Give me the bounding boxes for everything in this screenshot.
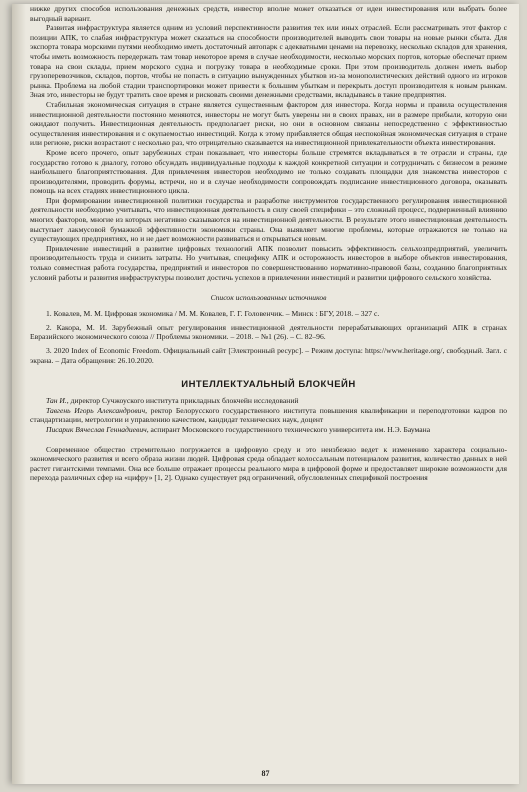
reference-item: 2. Какора, М. И. Зарубежный опыт регулирования инвестиционной деятельности перерабатывающих организаций АПК в странах Евразийского экономического союза // Проблемы экономики. – 2018. – №1 (26). – С. 82–96.: [30, 322, 507, 342]
page-number: 87: [261, 769, 270, 778]
paragraph: Стабильная экономическая ситуация в стране является существенным фактором для инвестора. Когда нормы и правила осуществления инвестиционной деятельности постоянно меняются, инвесторы не могут быть уверены ни в своих правах, ни в размере прибыли, которую они ожидают получить. Инвестиционная деятельность предполагает риски, но они в основном связаны непосредственно с эффективностью осуществления инвестирования и с окупаемостью инвестиций. Когда к этому прибавляется общая неспокойная экономическая ситуация в стране или регионе, риски возрастают с несколько раз, что отрицательно сказывается на инвестиционной привлекательности объекта инвестирования.: [30, 99, 507, 148]
paragraph: При формировании инвестиционной политики государства и разработке инструментов государственного регулирования инвестиционной деятельности необходимо учитывать, что инвестиционная деятельность в силу своей специфики – это сложный процесс, подверженный влиянию многих факторов, многие из которых негативно сказываются на инвестиционной деятельности. В результате этого инвестиционная деятельность выступает лакмусовой бумажкой эффективности экономики страны. Она выявляет многие проблемы, которые отражаются не только на существующих предприятиях, но и не дает возможности развиваться и открываться новым.: [30, 195, 507, 244]
author-name: Тавгень Игорь Александрович: [46, 405, 146, 415]
article-title: ИНТЕЛЛЕКТУАЛЬНЫЙ БЛОКЧЕЙН: [181, 379, 356, 391]
paragraph: Развитая инфраструктура является одним из условий перспективности развития тех или иных отраслей. Если рассматривать этот фактор с позиции АПК, то слабая инфраструктура может сказаться на способности производителей выводить свои товары на новые рынки сбыта. Для экспорта товара морскими путями необходимо иметь достаточный автопарк с адекватными ценами на перевозку, несколько складов для хранения, чтобы иметь возможность передержать там товар некоторое время в случае необходимости, несколько морских портов, которые обеспечат прием товара на свои склады, прием морского судна и погрузку товара в необходимые сроки. При этом производитель должен иметь выбор грузоперевозчиков, складов, портов, чтобы не попасть в ситуацию вынужденных убытков из-за монополистических действий одного из игроков рынка. Проблема на любой стадии транспортировки может привести к большим убыткам и перекрыть доступ производителя к новым рынкам. Зная это, инвесторы не будут тратить свое время и рисковать своими денежными средствами, вкладываясь в такие предприятия.: [30, 23, 507, 100]
author-role: , аспирант Московского государственного технического университета им. Н.Э. Баумана: [146, 424, 431, 434]
author-name: Тан И.: [46, 396, 67, 406]
sources-heading: Список использованных источников: [210, 293, 327, 303]
author-list: [30, 396, 507, 434]
author-entry: [30, 396, 507, 406]
body-text: [30, 4, 507, 282]
article-body: [30, 445, 507, 483]
reference-item: 3. 2020 Index of Economic Freedom. Официальный сайт [Электронный ресурс]. – Режим доступа: https://www.heritage.org/, свободный. Загл. с экрана. – Дата обращения: 26.10.2020.: [30, 346, 507, 365]
author-role: , директор Сучжоуского института прикладных блокчейн исследований: [66, 396, 299, 406]
page-fold-shadow: [12, 4, 26, 784]
paragraph: Кроме всего прочего, опыт зарубежных стран показывает, что инвесторы больше стремятся вкладываться в те отрасли и страны, где государство готово к диалогу, готово обсуждать индивидуальные подходы к каждой конкретной ситуации и сотрудничать с бизнесом в режиме наибольшего благоприятствования. Для привлечения инвесторов необходимо не только создавать площадки для знакомства инвесторов с производителями, проводить форумы, встречи, но и в случае необходимости сопровождать подписание инвестиционного договора, оказывать помощь на всех стадиях инвестиционного цикла.: [30, 147, 507, 196]
author-role: , ректор Белорусского государственного института повышения квалификации и переподготовки кадров по стандартизации, метрологии и управлению качеством, кандидат технических наук, доцент: [30, 405, 507, 425]
document-page: [12, 4, 519, 784]
paragraph: нижке других способов использования денежных средств, инвестор вполне может отказаться от идеи инвестирования или выбрать более выгодный вариант.: [30, 4, 507, 23]
author-entry: [30, 425, 507, 435]
author-entry: [30, 406, 507, 425]
reference-list: [30, 309, 507, 365]
author-name: Писарик Вячеслав Геннадиевич: [46, 424, 147, 434]
paragraph: Привлечение инвестиций в развитие цифровых технологий АПК позволит повысить эффективность сельхозпредприятий, увеличить производительность труда и снизить затраты. Но учитывая, специфику АПК и осторожность инвесторов в выборе объектов инвестирования, только совместная работа государства, предприятий и инвесторов по совершенствованию нормативно-правовой базы, созданию благоприятных условий работы и развития инфраструктуры позволит достичь успехов в привлечении инвестиций и развитии цифрового сельского хозяйства.: [30, 243, 507, 282]
paragraph: Современное общество стремительно погружается в цифровую среду и это неизбежно ведет к изменению характера социально-экономического развития и всего образа жизни людей. Цифровая среда обладает колоссальным потенциалом развития, количество данных в ней растет гигантскими темпами. Она все больше отражает процессы реального мира в цифровой форме и предоставляет широкие возможности для перехода различных сфер на «цифру» [1, 2]. Однако существует ряд ограничений, обусловленных спецификой построения: [30, 444, 507, 483]
reference-item: 1. Ковалев, М. М. Цифровая экономика / М. М. Ковалев, Г. Г. Головенчик. – Минск : БГУ, 2018. – 327 с.: [46, 309, 380, 319]
